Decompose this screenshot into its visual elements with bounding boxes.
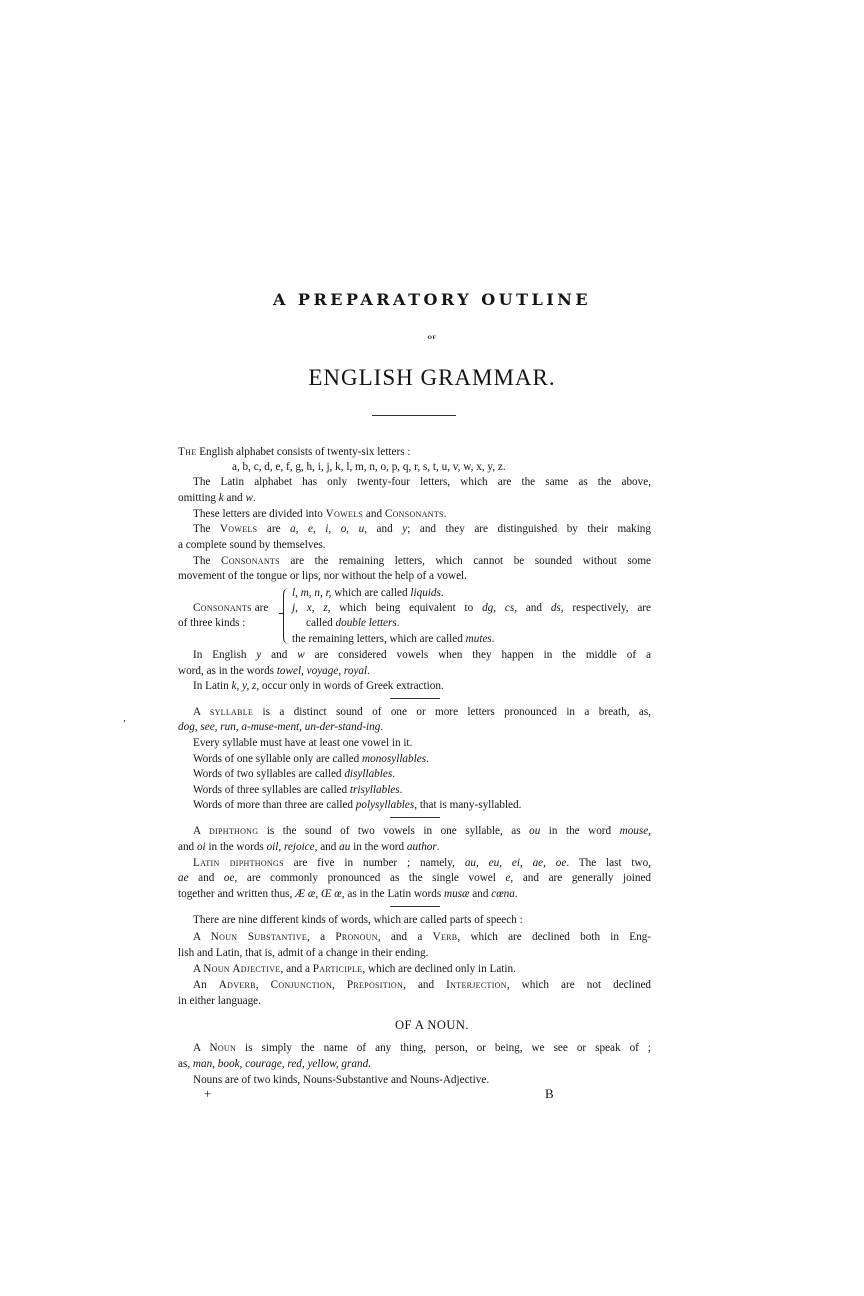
english-vowels-line-2: word, as in the words towel, voyage, royal. [178,665,370,677]
noun-definition-line-1: A Noun is simply the name of any thing, person, or being, we see or speak of ; [193,1042,651,1054]
brace [283,588,290,644]
page-speck [124,720,125,722]
latin-diphthongs-line-2: ae and oe, are commonly pronounced as the single vowel e, and are generally joined [178,872,652,884]
monosyllables: Words of one syllable only are called monosyllables. [193,753,429,765]
section-rule-1 [390,698,440,699]
trisyllables: Words of three syllables are called trisyllables. [193,784,403,796]
title-line-2: ENGLISH GRAMMAR. [308,365,556,390]
brace-tip [279,613,284,614]
title-rule [372,415,456,416]
declined-both-line-2: lish and Latin, that is, admit of a change in their ending. [178,947,429,959]
parts-of-speech-intro: There are nine different kinds of words, which are called parts of speech : [193,914,523,926]
consonant-kind-double-1: j, x, z, which being equivalent to dg, cs, and ds, respectively, are [292,602,651,614]
noun-kinds: Nouns are of two kinds, Nouns-Substantive and Nouns-Adjective. [193,1074,490,1086]
consonant-kind-double-2: called double letters. [306,617,400,629]
syllable-line-1: A syllable is a distinct sound of one or more letters pronounced in a breath, as, [193,706,651,718]
latin-diphthongs-line-3: together and written thus, Æ æ, Œ œ, as in the Latin words musæ and cœna. [178,888,518,900]
consonant-kind-liquids: l, m, n, r, which are called liquids. [292,587,444,599]
english-vowels-line-1: In English y and w are considered vowels when they happen in the middle of a [193,649,651,661]
latin-alphabet-line-1: The Latin alphabet has only twenty-four letters, which are the same as the above, [193,476,651,488]
consonants-line-2: movement of the tongue or lips, nor without the help of a vowel. [178,570,467,582]
not-declined-line-2: in either language. [178,995,261,1007]
alphabet-intro: The English alphabet consists of twenty-six letters : [178,446,411,458]
vowels-line-1: The Vowels are a, e, i, o, u, and y; and they are distinguished by their making [193,523,651,535]
title-of: OF [427,335,437,341]
declined-latin-only: A Noun Adjective, and a Participle, which are declined only in Latin. [193,963,516,975]
consonants-line-1: The Consonants are the remaining letters, which cannot be sounded without some [193,555,651,567]
consonant-kinds-label-2: of three kinds : [178,617,246,629]
diphthong-line-1: A diphthong is the sound of two vowels in one syllable, as ou in the word mouse, [193,825,651,837]
alphabet-letters: a, b, c, d, e, f, g, h, i, j, k, l, m, n, o, p, q, r, s, t, u, v, w, x, y, z. [232,461,506,473]
syllable-line-2: dog, see, run, a-muse-ment, un-der-stand-ing. [178,721,384,733]
section-rule-2 [390,817,440,818]
consonant-kinds-label: Consonants are [193,602,269,614]
vowels-line-2: a complete sound by themselves. [178,539,326,551]
disyllables: Words of two syllables are called disyllables. [193,768,395,780]
diphthong-line-2: and oi in the words oil, rejoice, and au in the word author. [178,841,440,853]
footer-mark: + [204,1086,212,1101]
letters-divided: These letters are divided into Vowels and Consonants. [193,508,447,520]
title-line-1: A PREPARATORY OUTLINE [272,290,592,309]
latin-diphthongs-line-1: Latin diphthongs are five in number ; namely, au, eu, ei, ae, oe. The last two, [193,857,651,869]
consonant-kind-mutes: the remaining letters, which are called mutes. [292,633,495,645]
latin-alphabet-line-2: omitting k and w. [178,492,256,504]
signature-mark: B [545,1086,554,1101]
latin-greek-letters: In Latin k, y, z, occur only in words of Greek extraction. [193,680,444,692]
section-heading-noun: OF A NOUN. [394,1018,470,1032]
not-declined-line-1: An Adverb, Conjunction, Preposition, and Interjection, which are not declined [193,979,652,991]
syllable-vowel-rule: Every syllable must have at least one vowel in it. [193,737,413,749]
section-rule-3 [390,906,440,907]
polysyllables: Words of more than three are called polysyllables, that is many-syllabled. [193,799,522,811]
noun-definition-line-2: as, man, book, courage, red, yellow, grand. [178,1058,371,1070]
declined-both-line-1: A Noun Substantive, a Pronoun, and a Verb, which are declined both in Eng- [193,931,652,943]
